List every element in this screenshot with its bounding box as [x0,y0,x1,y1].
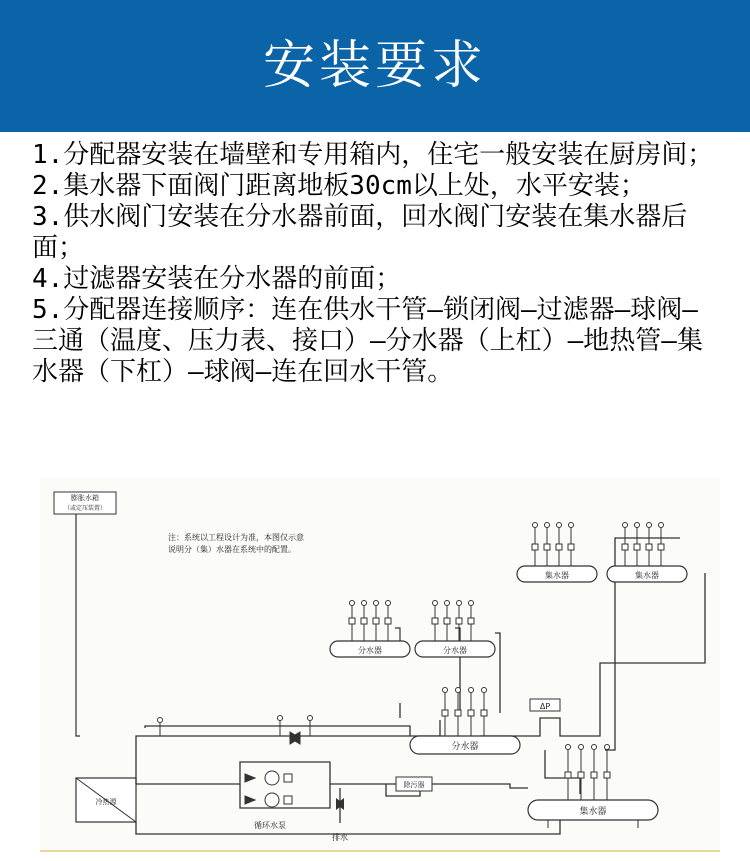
tank-sublabel: （或定压装置） [63,505,107,512]
drain-label: 排水 [332,833,348,842]
tank-label: 膨胀水箱 [71,494,99,502]
collector-1-label: 集水器 [545,571,569,580]
differential-pressure-valve [530,699,560,711]
heat-source [76,778,136,822]
requirement-4: 4.过滤器安装在分水器的前面； [32,264,402,294]
main-collector-label: 集水器 [579,807,607,817]
heat-source-label: 冷热源 [95,798,117,806]
expansion-tank [54,492,116,514]
diagram-note-line2: 说明分（集）水器在系统中的配置。 [168,545,296,554]
page-title: 安装要求 [262,36,487,96]
filter-label: 除污器 [403,781,425,789]
diagram-note-line1: 注：系统以工程设计为准，本图仅示意 [168,533,304,542]
title-banner [0,0,750,132]
requirement-1: 1.分配器安装在墙壁和专用箱内，住宅一般安装在厨房间； [32,140,714,170]
main-distributor-label: 分水器 [451,742,479,752]
distributor-2-label: 分水器 [443,646,467,655]
requirement-5: 5.分配器连接顺序：连在供水干管—锁闭阀—过滤器—球阀—三通（温度、压力表、接口）—分水器（上杠）—地热管—集水器（下杠）—球阀—连在回水干管。 [32,295,703,387]
requirement-3: 3.供水阀门安装在分水器前面，回水阀门安装在集水器后面； [32,202,688,263]
piping-diagram [40,478,720,853]
collector-2-label: 集水器 [635,571,659,580]
distributor-1-label: 分水器 [358,646,382,655]
dp-label: ΔP [539,702,551,711]
pump-label: 循环水泵 [254,821,286,830]
requirement-2: 2.集水器下面阀门距离地板30cm以上处，水平安装； [32,171,646,201]
dirt-separator [396,777,432,791]
requirements-list [32,140,722,388]
